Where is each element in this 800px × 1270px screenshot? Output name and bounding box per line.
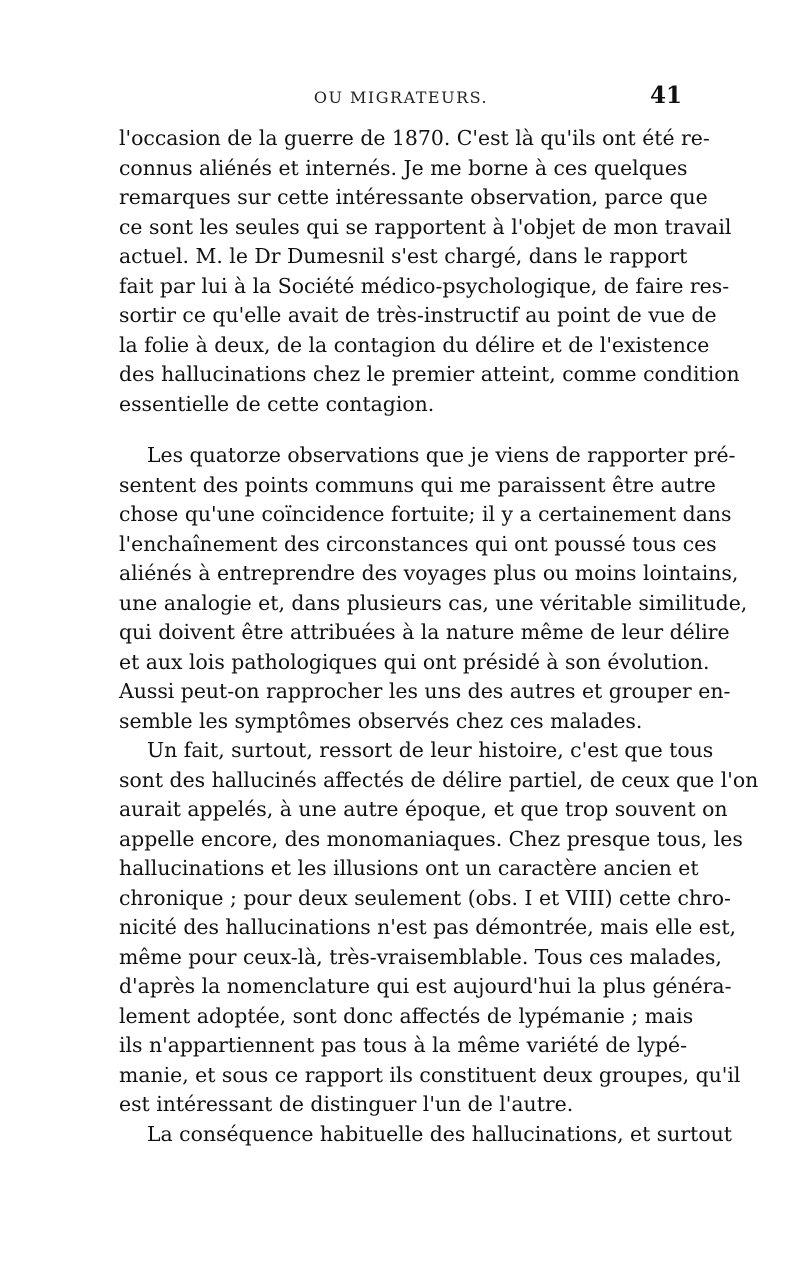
text-line: une analogie et, dans plusieurs cas, une véritable similitude, <box>119 590 748 615</box>
text-line: lement adoptée, sont donc affectés de lypémanie ; mais <box>119 1003 694 1028</box>
text-line: sont des hallucinés affectés de délire partiel, de ceux que l'on <box>119 767 759 792</box>
body-text <box>119 124 759 1149</box>
paragraph <box>119 736 759 1120</box>
text-line: aurait appelés, à une autre époque, et que trop souvent on <box>119 797 728 821</box>
text-line: connus aliénés et internés. Je me borne à ces quelques <box>119 155 688 180</box>
text-line: est intéressant de distinguer l'un de l'autre. <box>119 1092 574 1116</box>
paragraph <box>119 1120 732 1150</box>
page-header <box>120 82 682 116</box>
paragraph <box>119 441 748 736</box>
text-line: qui doivent être attribuées à la nature même de leur délire <box>119 620 730 644</box>
text-line: aliénés à entreprendre des voyages plus ou moins lointains, <box>119 561 739 585</box>
text-line: l'occasion de la guerre de 1870. C'est là qu'ils ont été re- <box>119 126 710 150</box>
text-line: ce sont les seules qui se rapportent à l'objet de mon travail <box>119 214 732 239</box>
text-line: La conséquence habituelle des hallucinations, et surtout <box>147 1121 732 1146</box>
text-line: d'après la nomenclature qui est aujourd'hui la plus généra- <box>119 974 732 998</box>
text-line: Les quatorze observations que je viens de rapporter pré- <box>147 443 736 467</box>
text-line: remarques sur cette intéressante observation, parce que <box>119 185 708 209</box>
text-line: même pour ceux-là, très-vraisemblable. Tous ces malades, <box>119 944 722 969</box>
paragraph-gap <box>119 419 683 441</box>
text-line: nicité des hallucinations n'est pas démontrée, mais elle est, <box>119 915 736 939</box>
text-line: ils n'appartiennent pas tous à la même variété de lypé- <box>119 1033 688 1057</box>
text-line: essentielle de cette contagion. <box>119 391 435 416</box>
text-line: semble les symptômes observés chez ces malades. <box>119 708 643 733</box>
text-line: Aussi peut-on rapprocher les uns des autres et grouper en- <box>119 679 731 703</box>
text-line: hallucinations et les illusions ont un caractère ancien et <box>119 856 699 880</box>
text-line: Un fait, surtout, ressort de leur histoire, c'est que tous <box>147 738 714 762</box>
running-head: OU MIGRATEURS. <box>313 88 489 107</box>
paragraph <box>119 124 740 419</box>
text-line: sentent des points communs qui me paraissent être autre <box>119 472 716 497</box>
page-number: 41 <box>649 82 682 109</box>
text-line: chose qu'une coïncidence fortuite; il y a certainement dans <box>119 502 732 526</box>
text-line: actuel. M. le Dr Dumesnil s'est chargé, dans le rapport <box>119 244 688 268</box>
text-line: chronique ; pour deux seulement (obs. I et VIII) cette chro- <box>119 885 731 910</box>
text-line: appelle encore, des monomaniaques. Chez presque tous, les <box>119 826 743 851</box>
text-line: l'enchaînement des circonstances qui ont poussé tous ces <box>119 531 717 556</box>
text-line: des hallucinations chez le premier atteint, comme condition <box>119 362 740 386</box>
text-line: manie, et sous ce rapport ils constituent deux groupes, qu'il <box>119 1062 741 1087</box>
text-line: et aux lois pathologiques qui ont présidé à son évolution. <box>119 649 710 674</box>
text-line: fait par lui à la Société médico-psychologique, de faire res- <box>119 273 730 298</box>
text-line: sortir ce qu'elle avait de très-instructif au point de vue de <box>119 303 717 327</box>
text-line: la folie à deux, de la contagion du délire et de l'existence <box>119 332 710 357</box>
